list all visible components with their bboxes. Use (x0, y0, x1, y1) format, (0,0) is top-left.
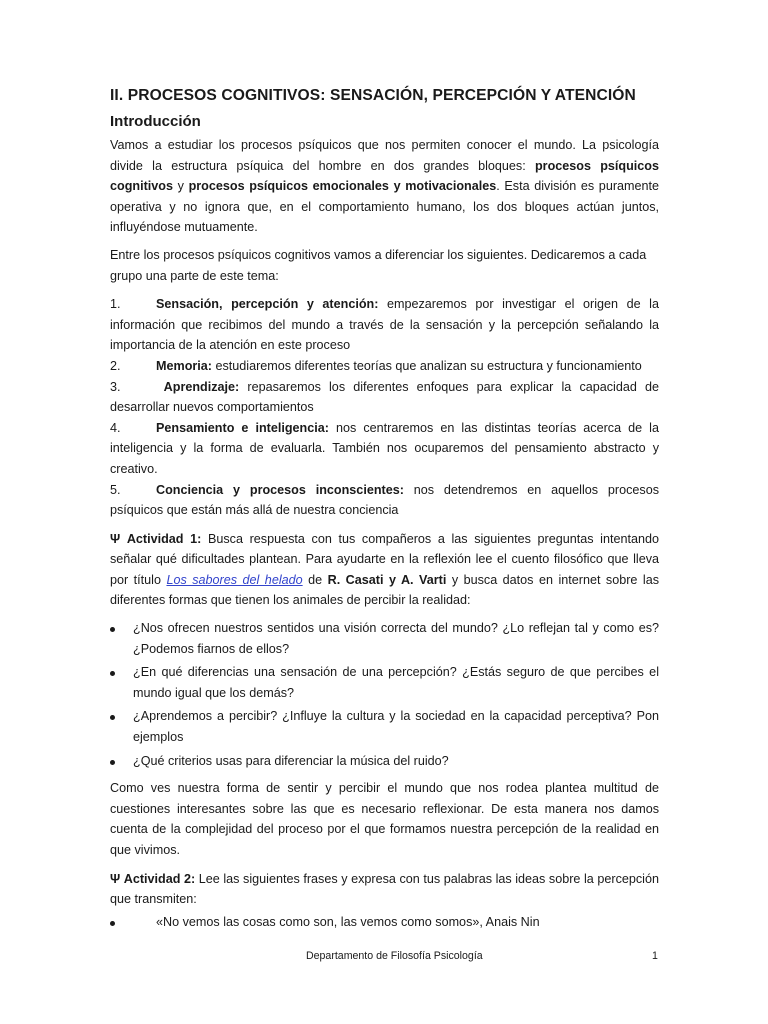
story-link[interactable]: Los sabores del helado (166, 572, 303, 587)
topics-intro-paragraph: Entre los procesos psíquicos cognitivos vamos a diferenciar los siguientes. Dedicaremos a cada grupo una parte de este tema: (110, 247, 647, 283)
activity-1-paragraph: Ψ Actividad 1: Busca respuesta con tus compañeros a las siguientes preguntas intentando señalar qué dificultades plantean. Para ayudarte en la reflexión lee el cuento filosófico que lleva por título Los sabores del helado de R. Casati y A. Varti y busca datos en internet sobre las diferentes formas que tienen los animales de percibir la realidad: (110, 531, 660, 608)
quote-item: «No vemos las cosas como son, las vemos como somos», Anais Nin (110, 912, 659, 933)
bullet-icon (110, 627, 115, 632)
page-number: 1 (652, 950, 658, 962)
topic-item: 2. Memoria: estudiaremos diferentes teorías que analizan su estructura y funcionamiento (110, 358, 642, 373)
footer-department: Departamento de Filosofía Psicología (306, 950, 483, 962)
document-body (110, 86, 659, 932)
reflection-paragraph: Como ves nuestra forma de sentir y percibir el mundo que nos rodea plantea multitud de cuestiones interesantes sobre las que es necesario reflexionar. De esta manera nos damos cuenta de la complejidad del proceso por el que formamos nuestra percepción de la realidad en que vivimos. (110, 781, 659, 857)
question-item: ¿Qué criterios usas para diferenciar la música del ruido? (110, 751, 659, 772)
question-item: ¿En qué diferencias una sensación de una percepción? ¿Estás seguro de que percibes el mundo igual que los demás? (110, 662, 659, 703)
activity-2-paragraph: Ψ Actividad 2: Lee las siguientes frases y expresa con tus palabras las ideas sobre la percepción que transmiten: (110, 871, 659, 907)
section-title: II. PROCESOS COGNITIVOS: SENSACIÓN, PERCEPCIÓN Y ATENCIÓN (110, 87, 636, 104)
topic-item: 1. Sensación, percepción y atención: empezaremos por investigar el origen de la información que recibimos del mundo a través de la sensación y la percepción señalando la importancia de la atención en este proceso (110, 297, 659, 353)
intro-paragraph: Vamos a estudiar los procesos psíquicos que nos permiten conocer el mundo. La psicología divide la estructura psíquica del hombre en dos grandes bloques: procesos psíquicos cognitivos y procesos psíquicos emocionales y motivacionales. Esta división es puramente operativa y no ignora que, en el comportamiento humano, los dos bloques actúan juntos, influyéndose mutuamente. (110, 138, 660, 235)
section-subtitle: Introducción (110, 113, 201, 130)
bullet-icon (110, 715, 115, 720)
bullet-icon (110, 921, 115, 926)
topic-item: 5. Conciencia y procesos inconscientes: nos detendremos en aquellos procesos psíquicos que están más allá de nuestra conciencia (110, 482, 659, 518)
topics-list (110, 294, 659, 521)
bullet-icon (110, 671, 115, 676)
question-item: ¿Aprendemos a percibir? ¿Influye la cultura y la sociedad en la capacidad perceptiva? Pon ejemplos (110, 706, 659, 747)
topic-item: 3. Aprendizaje: repasaremos los diferentes enfoques para explicar la capacidad de desarrollar nuevos comportamientos (110, 379, 659, 415)
topic-item: 4. Pensamiento e inteligencia: nos centraremos en las distintas teorías acerca de la inteligencia y la forma de evaluarla. También nos ocuparemos del pensamiento abstracto y creativo. (110, 420, 659, 476)
activity-1-questions (110, 618, 659, 771)
question-item: ¿Nos ofrecen nuestros sentidos una visión correcta del mundo? ¿Lo reflejan tal y como es? ¿Podemos fiarnos de ellos? (110, 618, 659, 659)
bullet-icon (110, 760, 115, 765)
